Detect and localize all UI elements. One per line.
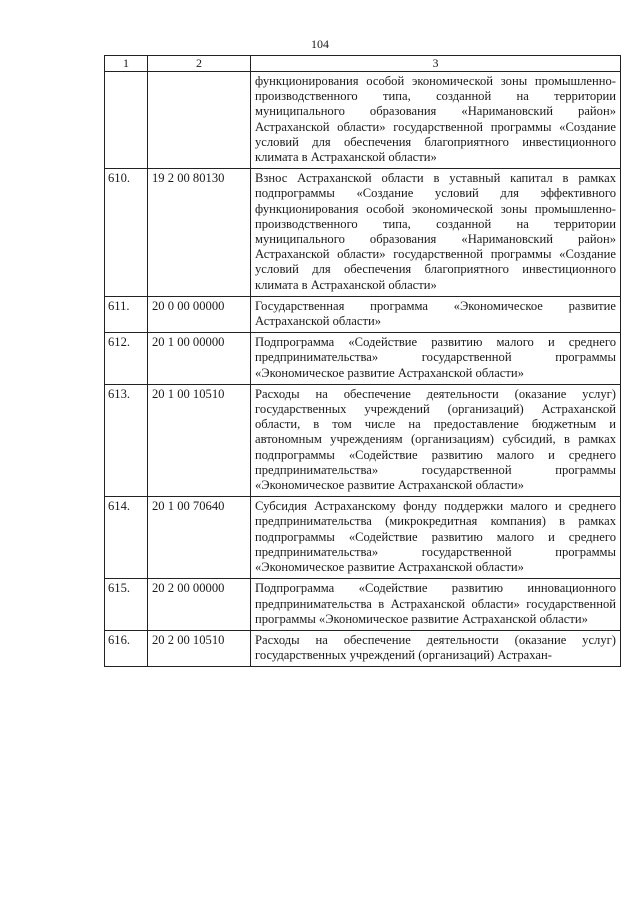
description-cell: Государственная программа «Экономическое развитие Астраханской области» [251, 296, 621, 332]
budget-code-cell: 20 1 00 00000 [148, 333, 251, 385]
table-row [105, 579, 621, 631]
description-cell: функционирования особой экономической зоны промышленно-производственного типа, созданной на территории муниципального образования «Наримановский район» Астраханской области» государственной программы «Создание условий для обеспечения благоприятного инвестиционного климата в Астраханской области» [251, 72, 621, 169]
table-row [105, 630, 621, 666]
table-body [105, 72, 621, 667]
row-number-cell: 613. [105, 384, 148, 496]
row-number-cell [105, 72, 148, 169]
column-header-number: 1 [105, 56, 148, 72]
row-number-cell: 611. [105, 296, 148, 332]
description-cell: Расходы на обеспечение деятельности (оказание услуг) государственных учреждений (организаций) Астрахан- [251, 630, 621, 666]
budget-code-cell: 20 2 00 10510 [148, 630, 251, 666]
budget-table [104, 55, 621, 667]
row-number-cell: 616. [105, 630, 148, 666]
description-cell: Подпрограмма «Содействие развитию малого и среднего предпринимательства» государственной программы «Экономическое развитие Астраханской области» [251, 333, 621, 385]
row-number-cell: 614. [105, 497, 148, 579]
table-row [105, 384, 621, 496]
description-cell: Взнос Астраханской области в уставный капитал в рамках подпрограммы «Создание условий для эффективного функционирования особой экономической зоны промышленно-производственного типа, созданной на территории муниципального образования «Наримановский район» Астраханской области» государственной программы «Создание условий для обеспечения благоприятного инвестиционного климата в Астраханской области» [251, 169, 621, 297]
table-header-row [105, 56, 621, 72]
table-row [105, 333, 621, 385]
page-number: 104 [311, 37, 329, 51]
table-row [105, 169, 621, 297]
budget-code-cell [148, 72, 251, 169]
row-number-cell: 615. [105, 579, 148, 631]
description-cell: Субсидия Астраханскому фонду поддержки малого и среднего предпринимательства (микрокредитная компания) в рамках подпрограммы «Содействие развитию малого и среднего предпринимательства» государственной программы «Экономическое развитие Астраханской области» [251, 497, 621, 579]
row-number-cell: 610. [105, 169, 148, 297]
budget-code-cell: 19 2 00 80130 [148, 169, 251, 297]
table-row [105, 497, 621, 579]
column-header-description: 3 [251, 56, 621, 72]
column-header-code: 2 [148, 56, 251, 72]
description-cell: Расходы на обеспечение деятельности (оказание услуг) государственных учреждений (организаций) Астраханской области, в том числе на предоставление бюджетным и автономным учреждениям (организациям) субсидий, в рамках подпрограммы «Содействие развитию малого и среднего предпринимательства» государственной программы «Экономическое развитие Астраханской области» [251, 384, 621, 496]
budget-code-cell: 20 1 00 10510 [148, 384, 251, 496]
budget-code-cell: 20 1 00 70640 [148, 497, 251, 579]
budget-code-cell: 20 0 00 00000 [148, 296, 251, 332]
table-row [105, 296, 621, 332]
description-cell: Подпрограмма «Содействие развитию инновационного предпринимательства в Астраханской области» государственной программы «Экономическое развитие Астраханской области» [251, 579, 621, 631]
row-number-cell: 612. [105, 333, 148, 385]
table-row [105, 72, 621, 169]
budget-code-cell: 20 2 00 00000 [148, 579, 251, 631]
